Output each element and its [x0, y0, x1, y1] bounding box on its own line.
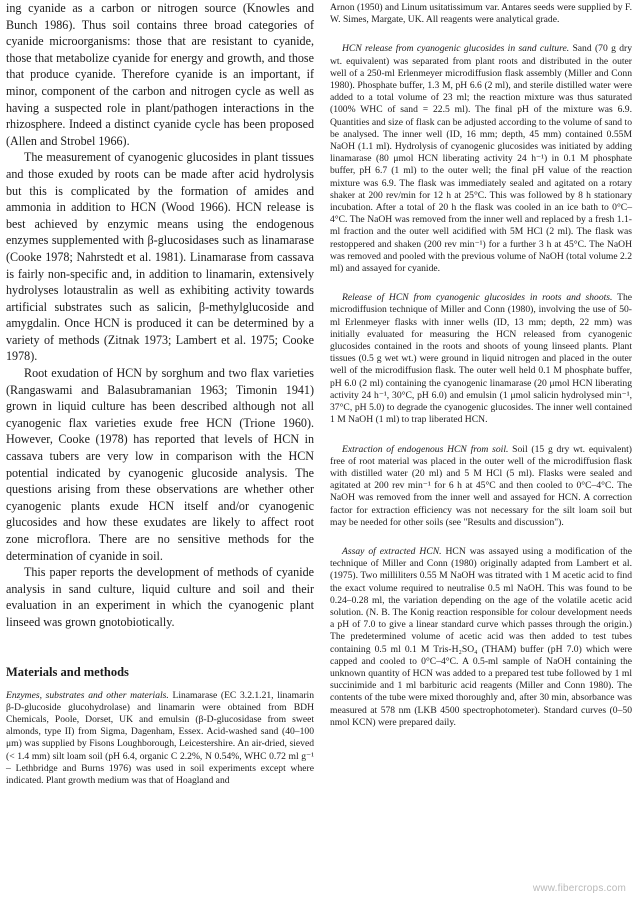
- left-column: [6, 0, 314, 787]
- paragraph-paper-aim: This paper reports the development of methods of cyanide analysis in sand culture, liquid culture and soil and their evaluation in an experiment in which the cyanogenic plant linseed was grown gnotobiotically.: [6, 565, 314, 629]
- paragraph-enzymes-substrates: [6, 690, 314, 788]
- roots-shoots-heading: Release of HCN from cyanogenic glucosides in roots and shoots.: [342, 292, 613, 304]
- paragraph-cyanogenic-glucosides: The measurement of cyanogenic glucosides in plant tissues and those exuded by roots can be made after acid hydrolysis but this is complicated by the formation of amides and ammonia in addition to HCN (Wood 1966). HCN release is best achieved by enzymic means using the endogenous enzymes supplemented with β-glucosidases such as linamarase (Cooke 1978; Nahrstedt et al. 1981). Linamarase from cassava is fairly non-specific and, in addition to linamarin, extensively hydrolyses lotaustralin as well as exhibiting activity towards artificial substrates such as salicin, β-methylglucoside and amygdalin. Once HCN is produced it can be determined by a variety of methods (Zitnak 1973; Lambert et al. 1975; Cooke 1978).: [6, 150, 314, 364]
- sand-culture-heading: HCN release from cyanogenic glucosides in sand culture.: [342, 43, 570, 55]
- hcn-assay-text: HCN was assayed using a modification of the technique of Miller and Conn (1980) originally adapted from Lambert et al. (1975). Two milliliters 0.55 M NaOH was titrated with 1 M acetic acid to find the exact volume required to neutralise 0.5 ml NaOH. This was found to be 0.24–0.28 ml, the variation depending on the age of the volatile acetic acid solution. (N. B. The Konig reaction responsible for colour development needs a pH of 7.0 to give a linear standard curve which passes through the origin.) The predetermined volume of acetic acid was then added to test tubes containing 0.5 ml 0.1 M Tris-H₂SO₄ (THAM) buffer (pH 7.0) which were capped and cooled to 0°C–4°C. A 0.5-ml sample of NaOH containing the unknown quantity of HCN was added to a prepared test tube followed by 1 ml succinimide and 1 ml barbituric acid reagents (Miller and Conn 1980). The contents of the tube were mixed thoroughly and, after 30 min, absorbance was measured at 578 nm (LKB 4500 spectrophotometer). Standard curves (0–50 nmol KCN) were prepared daily.: [330, 545, 633, 728]
- enzymes-heading: Enzymes, substrates and other materials.: [6, 689, 169, 701]
- paragraph-seeds-reagents: Arnon (1950) and Linum usitatissimum var. Antares seeds were supplied by F. W. Simes, Margate, UK. All reagents were analytical grade.: [330, 2, 632, 26]
- roots-shoots-text: The microdiffusion technique of Miller and Conn (1980), involving the use of 50-ml Erlenmeyer flasks with inner wells (ID, 13 mm; depth, 22 mm) was initially evaluated for measuring the HCN released from cyanogenic glucosides contained in the roots and shoots of young linseed plants. Plant tissues (0.5 g wet wt.) were ground in liquid nitrogen and placed in the outer well of the microdiffusion flask. The outer well held 0.1 M phosphate buffer, pH 6.0 (2 ml) containing the cyanogenic linamarase (20 μmol HCN liberating activity 24 h⁻¹, 30°C, pH 6.0) and emulsin (1 μmol salicin hydrolysed min⁻¹, 37°C, pH 5.0) to degrade the cyanogenic glucosides. The inner well contained 1 M NaOH (1 ml) to trap liberated HCN.: [330, 292, 633, 426]
- sand-culture-text: Sand (70 g dry wt. equivalent) was separated from plant roots and distributed in the outer well of a 250-ml Erlenmeyer microdiffusion flask assembly (Miller and Conn 1980). Phosphate buffer, 1.3 M, pH 6.6 (2 ml), and sterile distilled water were added to a total volume of 23 ml; the reaction mixture was thus saturated (100% WHC of sand = 22.5 ml). The final pH of the mixture was 6.9. Quantities and size of flask can be adjusted according to the volume of sand to be analysed. The inner well (ID, 16 mm; depth, 45 mm) contained 0.55M NaOH (1.1 ml). Hydrolysis of cyanogenic glucosides was initiated by adding linamarase (80 μmol HCN liberating activity 24 h⁻¹) in 0.1 M phosphate buffer, pH 6.7 (1 ml) to the outer well; the final pH value of the reaction mixture was 6.9. The flask was immediately sealed and agitated on a rotary shaker at 200 rev/min for 12 h at 25°C. This was followed by 8 h stationary incubation. After a total of 20 h the flask was cooled in an ice bath to 0°C–4°C. The NaOH was removed from the inner well and replaced by a fresh 1.1-ml fraction and the outer well acidified with 5M HCl (2 ml). The flask was restoppered and shaken (200 rev min⁻¹) for a further 3 h at 45°C. The NaOH was removed and pooled with the previous volume of NaOH (total volume 2.2 ml) and assayed for cyanide.: [330, 43, 632, 275]
- enzymes-text: Linamarase (EC 3.2.1.21, linamarin β-D-glucoside glucohydrolase) and linamarin were obtained from BDH Chemicals, Poole, Dorset, UK and emulsin (β-D-glucosidase from sweet almonds, type II) from Sigma, Dagenham, Essex. Acid-washed sand (40–100 μm) was supplied by Fisons Loughborough, Leicestershire. An air-dried, sieved (< 1.4 mm) silt loam soil (pH 6.4, organic C 2.2%, N 0.54%, WHC 0.72 ml g⁻¹ – Lethbridge and Burns 1976) was used in soil experiments except where indicated. Plant growth medium was that of Hoagland and: [6, 689, 314, 786]
- hcn-assay-heading: Assay of extracted HCN.: [342, 545, 442, 557]
- paragraph-cyanide-microorganisms: ing cyanide as a carbon or nitrogen source (Knowles and Bunch 1986). Thus soil contains three broad categories of cyanide microorganisms: those that are resistant to cyanide, those that metabolize cyanide for energy and growth, and those that produce cyanide. Therefore cyanide is an important, if minor, component of the carbon and nitrogen cycle as well as having a suspected role in plant/pathogen interactions in the rhizosphere. Indeed a distinct cyanide cycle has been proposed (Allen and Strobel 1966).: [6, 1, 314, 148]
- soil-extraction-heading: Extraction of endogenous HCN from soil.: [342, 443, 509, 455]
- paragraph-roots-shoots: [330, 292, 632, 426]
- paragraph-sand-culture: [330, 43, 632, 275]
- right-column: [330, 0, 632, 729]
- section-heading-materials-methods: Materials and methods: [6, 664, 129, 679]
- paragraph-hcn-assay: [330, 546, 632, 729]
- soil-extraction-text: Soil (15 g dry wt. equivalent) free of root material was placed in the outer well of the microdiffusion flask with distilled water (20 ml) and 5 M HCl (5 ml). Flasks were sealed and agitated at 200 rev min⁻¹ for 6 h at 45°C and then cooled to 0°C–4°C. The NaOH was removed from the inner well and assayed for HCN. A correction factor for extraction efficiency was not necessary for the silt loam soil but may be needed for other soils (see "Results and discussion").: [330, 443, 632, 528]
- paragraph-root-exudation: Root exudation of HCN by sorghum and two flax varieties (Rangaswami and Balasubramanian 1963; Timonin 1941) grown in liquid culture has been described although not all cyanogenic flax varieties exude free HCN (Trione 1960). However, Cooke (1978) has reported that levels of HCN in cassava tubers are very low in comparison with the HCN potential indicated by cyanogenic glucoside analysis. The questions arising from these observations are whether other cyanogenic plants exude HCN itself and/or cyanogenic glucosides and how these exudates are likely to affect root zone microflora. There are no sensitive methods for the determination of cyanide in soil.: [6, 366, 314, 563]
- watermark-text: www.fibercrops.com: [532, 883, 626, 894]
- paragraph-soil-extraction: [330, 444, 632, 529]
